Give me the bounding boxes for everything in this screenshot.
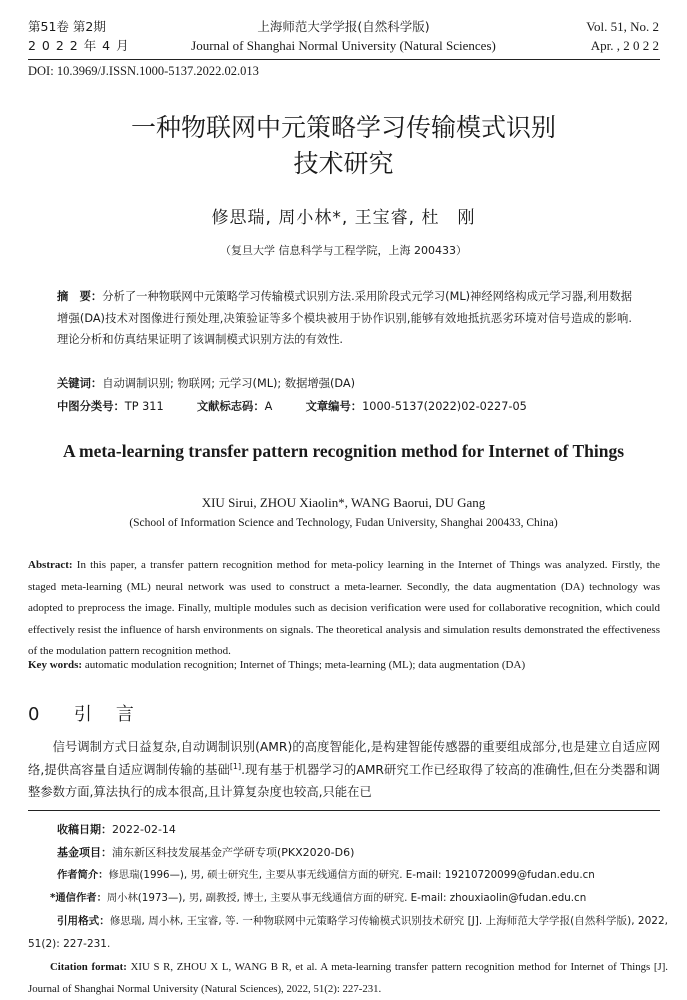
clc-value: TP 311 xyxy=(124,400,164,413)
section-title: 引 言 xyxy=(73,704,137,725)
received-label: 收稿日期： xyxy=(57,823,112,836)
header-journal-en: Journal of Shanghai Normal University (Natural Sciences) xyxy=(191,38,496,53)
abstract-cn-text: 分析了一种物联网中元策略学习传输模式识别方法.采用阶段式元学习(ML)神经网络构成元学习器,利用数据增强(DA)技术对图像进行预处理,决策验证等多个模块被用于协作识别,能够有效地抵抗恶劣环境对信号造成的影响.理论分析和仿真结果证明了该调制模式识别方法的有效性. xyxy=(57,290,632,346)
author-value: 修思瑞(1996—), 男, 硕士研究生, 主要从事无线通信方面的研究. E-mail: 19210720099@fudan.edu.cn xyxy=(108,869,595,881)
authors-en: XIU Sirui, ZHOU Xiaolin*, WANG Baorui, DU Gang xyxy=(201,495,486,510)
authors-cn: 修思瑞, 周小林*, 王宝睿, 杜 刚 xyxy=(211,208,476,228)
footnote-fund xyxy=(57,841,667,864)
title-en: A meta-learning transfer pattern recognition method for Internet of Things xyxy=(62,441,625,461)
corresponding-label: *通信作者： xyxy=(50,892,107,904)
clc-label: 中图分类号： xyxy=(57,400,125,413)
section-number: 0 xyxy=(28,704,43,725)
header-journal-cn: 上海师范大学学报(自然科学版) xyxy=(257,19,430,34)
footnote-citation-cn xyxy=(28,910,668,956)
keywords-cn xyxy=(57,373,632,395)
footnote-citation-en xyxy=(28,956,668,1000)
doc-code-label: 文献标志码： xyxy=(196,400,265,413)
author-label: 作者简介： xyxy=(57,869,109,881)
abstract-en xyxy=(28,555,660,663)
received-value: 2022-02-14 xyxy=(112,823,176,836)
affiliation-en: (School of Information Science and Technology, Fudan University, Shanghai 200433, China) xyxy=(129,517,558,529)
header-volume-cn: 第51卷 第2期 xyxy=(28,19,106,34)
footnote-rule xyxy=(28,810,660,811)
header-volume-en: Vol. 51, No. 2 xyxy=(586,19,659,34)
footnote-author xyxy=(57,864,667,887)
abstract-cn-label: 摘 要： xyxy=(57,290,103,303)
keywords-cn-text: 自动调制识别; 物联网; 元学习(ML); 数据增强(DA) xyxy=(102,377,356,390)
intro-part2: .现有基于机器学习的AMR研究工作已经取得了较高的准确性,但在分类器和调整参数方面,算法执行的成本很高,且计算复杂度也较高,只能在已 xyxy=(28,762,660,799)
doc-code-value: A xyxy=(264,400,273,413)
citation-en-value: XIU S R, ZHOU X L, WANG B R, et al. A meta-learning transfer pattern recognition method for Internet of Things [J]. Journal of Shanghai Normal University (Natural Sciences), 2022, 51(2): 227-231. xyxy=(28,961,668,995)
title-cn-line1: 一种物联网中元策略学习传输模式识别 xyxy=(130,113,556,142)
abstract-en-text: In this paper, a transfer pattern recognition method for meta-policy learning in the Internet of Things was analyzed. Firstly, the staged meta-learning (ML) neural network was used to construct a meta-learner. Secondly, the data augmentation (DA) technology was adopted to preprocess the image. Finally, multiple modules such as decision verification were used for collaborative recognition, which could effectively resist the influence of harsh environments on signals. The theoretical analysis and simulation results demonstrated the effectiveness of the modulation pattern recognition method. xyxy=(28,559,661,657)
doi: DOI: 10.3969/J.ISSN.1000-5137.2022.02.013 xyxy=(28,64,259,78)
fund-label: 基金项目： xyxy=(57,846,112,859)
header-rule xyxy=(28,59,660,60)
fund-value: 浦东新区科技发展基金产学研专项(PKX2020-D6) xyxy=(112,846,355,859)
citation-cn-value: 修思瑞, 周小林, 王宝睿, 等. 一种物联网中元策略学习传输模式识别技术研究 [J]. 上海师范大学学报(自然科学版), 2022, 51(2): 227-231. xyxy=(28,915,668,950)
header-date-en: Apr. , 2 0 2 2 xyxy=(590,38,659,53)
intro-paragraph xyxy=(28,736,660,804)
keywords-en-label: Key words: xyxy=(28,659,83,671)
title-cn-line2: 技术研究 xyxy=(293,149,394,178)
abstract-en-label: Abstract: xyxy=(28,559,73,571)
intro-part1: 信号调制方式日益复杂,自动调制识别(AMR)的高度智能化,是构建智能传感器的重要组成部分,也是建立自适应网络,提供高容量自适应调制传输的基础 xyxy=(28,740,660,777)
footnote-received xyxy=(57,818,667,841)
citation-en-label: Citation format: xyxy=(50,961,127,973)
citation-cn-label: 引用格式： xyxy=(57,915,110,927)
article-no-label: 文章编号： xyxy=(305,400,363,413)
keywords-en xyxy=(28,655,660,677)
header-date-cn: 2 0 2 2 年 4 月 xyxy=(28,38,130,53)
corresponding-value: 周小林(1973—), 男, 副教授, 博士, 主要从事无线通信方面的研究. E-mail: zhouxiaolin@fudan.edu.cn xyxy=(106,892,587,904)
article-no-value: 1000-5137(2022)02-0227-05 xyxy=(362,400,527,413)
keywords-cn-label: 关键词： xyxy=(57,377,103,390)
classification-line xyxy=(57,396,657,418)
section-heading xyxy=(28,700,137,726)
abstract-cn xyxy=(57,286,632,351)
intro-citation: [1] xyxy=(229,761,242,771)
keywords-en-text: automatic modulation recognition; Internet of Things; meta-learning (ML); data augmentation (DA) xyxy=(84,659,526,671)
affiliation-cn: （复旦大学 信息科学与工程学院，上海 200433） xyxy=(220,244,467,257)
footnote-corresponding xyxy=(50,887,667,910)
